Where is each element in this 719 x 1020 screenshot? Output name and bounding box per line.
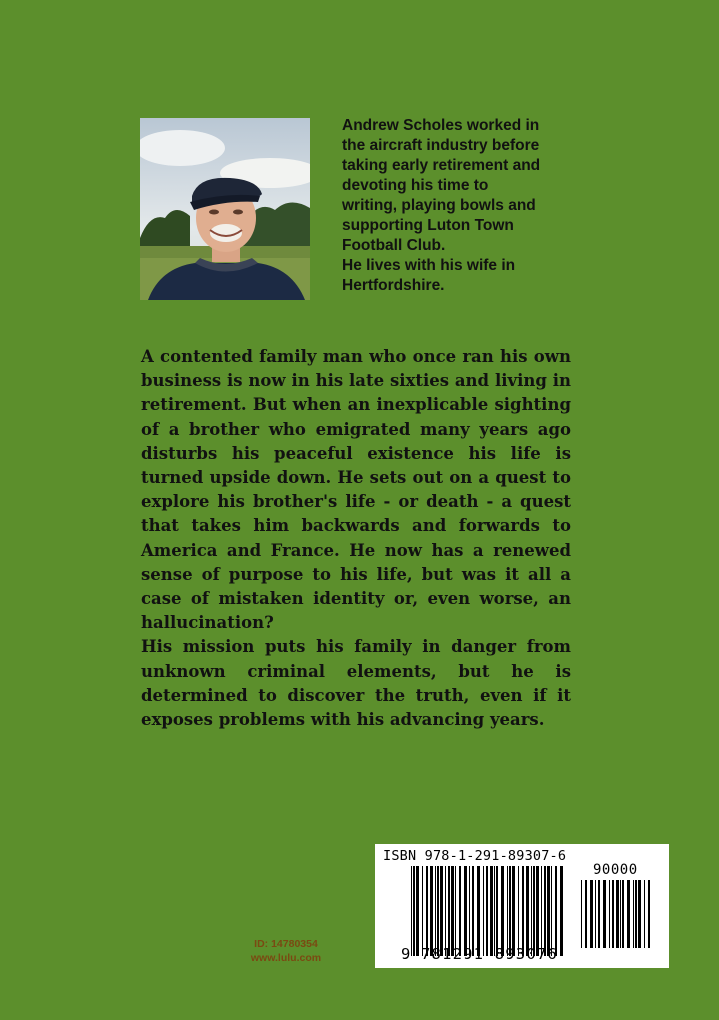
barcode-bar xyxy=(638,880,641,948)
barcode-digits: 781291 893076 xyxy=(421,945,558,963)
barcode-bar xyxy=(598,880,600,948)
barcode-bar xyxy=(477,866,480,956)
bio-line: writing, playing bowls and xyxy=(342,197,536,214)
barcode-bar xyxy=(518,866,519,956)
barcode-bar xyxy=(455,866,456,956)
isbn-label: ISBN 978-1-291-89307-6 xyxy=(383,848,567,864)
barcode-bar xyxy=(544,866,546,956)
bio-line: devoting his time to xyxy=(342,177,489,194)
barcode-bar xyxy=(411,866,412,956)
barcode-bar xyxy=(635,880,637,948)
barcode-bar xyxy=(622,880,624,948)
price-code: 90000 xyxy=(593,862,638,878)
barcode-bar xyxy=(547,866,550,956)
barcode-bar xyxy=(486,866,488,956)
author-bio xyxy=(342,116,602,296)
barcode-bar xyxy=(616,880,619,948)
barcode-bar xyxy=(644,880,645,948)
barcode-bar xyxy=(609,880,610,948)
barcode-bar xyxy=(533,866,535,956)
barcode-bar xyxy=(507,866,508,956)
barcode-bar xyxy=(555,866,557,956)
barcode-bar xyxy=(541,866,542,956)
isbn-barcode xyxy=(375,844,669,968)
barcode-bar xyxy=(472,866,474,956)
bio-line: the aircraft industry before xyxy=(342,137,540,154)
barcode-bar xyxy=(531,866,532,956)
barcode-bar xyxy=(496,866,498,956)
barcode-bar xyxy=(422,866,423,956)
barcode-bar xyxy=(612,880,614,948)
blurb-paragraph-2: His mission puts his family in danger from unknown criminal elements, but he is determined to discover the truth, even if it exposes problems with his advancing years. xyxy=(141,637,571,730)
barcode-bar xyxy=(526,866,529,956)
barcode-bar xyxy=(490,866,493,956)
publisher-url: www.lulu.com xyxy=(250,952,322,964)
bio-line: Andrew Scholes worked in xyxy=(342,117,540,134)
barcode-bar xyxy=(437,866,439,956)
blurb-paragraph-1: A contented family man who once ran his own business is now in his late sixties and living in retirement. But when an inexplicable sighting of a brother who emigrated many years ago disturbs his peaceful existence his life is turned upside down. He sets out on a quest to explore his brother's life - or death - a quest that takes him backwards and forwards to America and France. He now has a renewed sense of purpose to his life, but was it all a case of mistaken identity or, even worse, an hallucination? xyxy=(141,347,571,633)
author-photo xyxy=(140,118,310,300)
barcode-bar xyxy=(560,866,563,956)
barcode-bar xyxy=(430,866,433,956)
barcode-bar xyxy=(633,880,634,948)
bio-line: Hertfordshire. xyxy=(342,277,445,294)
barcode-bar xyxy=(603,880,606,948)
bio-line: Football Club. xyxy=(342,237,446,254)
barcode-bar xyxy=(416,866,419,956)
publisher-id: ID: 14780354 xyxy=(254,938,318,950)
barcode-bar xyxy=(494,866,495,956)
barcode-bar xyxy=(413,866,415,956)
barcode-bar xyxy=(464,866,467,956)
barcode-bar xyxy=(469,866,470,956)
barcode-bar xyxy=(501,866,504,956)
barcode-bar xyxy=(445,866,446,956)
barcode-bar xyxy=(512,866,515,956)
barcode-bar xyxy=(648,880,650,948)
barcode-bar xyxy=(426,866,428,956)
barcode-bar xyxy=(585,880,587,948)
publisher-info xyxy=(230,937,342,965)
barcode-bar xyxy=(483,866,484,956)
bio-line: taking early retirement and xyxy=(342,157,541,174)
barcode-bar xyxy=(448,866,450,956)
barcode-bar xyxy=(551,866,552,956)
bio-line: supporting Luton Town xyxy=(342,217,514,234)
barcode-bar xyxy=(435,866,436,956)
barcode-bar xyxy=(581,880,582,948)
book-blurb xyxy=(141,345,571,732)
barcode-bar xyxy=(451,866,454,956)
bio-line: He lives with his wife in xyxy=(342,257,516,274)
barcode-bar xyxy=(522,866,524,956)
barcode-bar xyxy=(440,866,443,956)
barcode-bar xyxy=(536,866,539,956)
barcode-bar xyxy=(595,880,596,948)
barcode-bar xyxy=(509,866,511,956)
barcode-bar xyxy=(627,880,630,948)
barcode-lead-digit: 9 xyxy=(401,945,411,963)
barcode-bar xyxy=(620,880,621,948)
barcode-bar xyxy=(459,866,461,956)
barcode-bar xyxy=(590,880,593,948)
